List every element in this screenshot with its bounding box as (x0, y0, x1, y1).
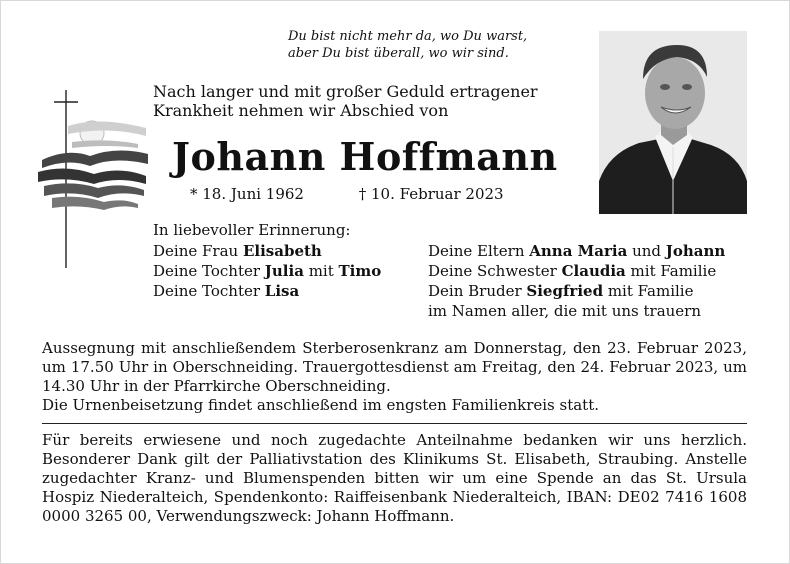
deceased-name: Johann Hoffmann (172, 134, 558, 179)
intro-line-2: Krankheit nehmen wir Abschied von (153, 101, 449, 120)
intro-text (153, 82, 573, 120)
thanks-text: Für bereits erwiesene und noch zugedachte Anteilnahme bedanken wir uns herzlich. Besonderer Dank gilt der Palliativstation des Klinikums St. Elisabeth, Straubing. Anstelle zugedachter Kranz- und Blumenspenden bitten wir um eine Spende an das St. Ursula Hospiz Niederalteich, Spendenkonto: Raiffeisenbank Niederalteich, IBAN: DE02 7416 1608 0000 3265 00, Verwendungszweck: Johann Hoffmann. (42, 431, 747, 525)
quote-line-1: Du bist nicht mehr da, wo Du warst, (288, 29, 528, 44)
death-date: † 10. Februar 2023 (358, 185, 504, 203)
mourner-line: Dein Bruder Siegfried mit Familie (428, 282, 694, 300)
mourner-line: Deine Schwester Claudia mit Familie (428, 262, 717, 280)
mourner-line: im Namen aller, die mit uns trauern (428, 302, 702, 320)
quote-line-2: aber Du bist überall, wo wir sind. (288, 46, 509, 61)
mourner-line: Deine Frau Elisabeth (153, 242, 322, 260)
divider (42, 423, 747, 424)
mourner-line: Deine Eltern Anna Maria und Johann (428, 242, 726, 260)
funeral-schedule: Aussegnung mit anschließendem Sterberosenkranz am Donnerstag, den 23. Februar 2023, um 17.50 Uhr in Oberschneiding. Trauergottesdienst am Freitag, den 24. Februar 2023, um 14.30 Uhr in der Pfarrkirche Oberschneiding. (42, 339, 747, 395)
life-dates (190, 185, 504, 204)
remembrance-heading: In liebevoller Erinnerung: (153, 221, 351, 239)
mourners-right-column (428, 241, 758, 321)
portrait-photo (599, 31, 747, 214)
birth-date: * 18. Juni 1962 (190, 185, 304, 203)
funeral-details (42, 339, 747, 415)
intro-line-1: Nach langer und mit großer Geduld ertragener (153, 82, 538, 101)
mourner-line: Deine Tochter Lisa (153, 282, 300, 300)
memorial-quote (288, 28, 558, 62)
burial-note: Die Urnenbeisetzung findet anschließend im engsten Familienkreis statt. (42, 396, 599, 414)
mourner-line: Deine Tochter Julia mit Timo (153, 262, 382, 280)
thanks-section (42, 431, 747, 526)
cross-sunset-illustration (38, 90, 150, 270)
mourners-left-column (153, 241, 418, 301)
